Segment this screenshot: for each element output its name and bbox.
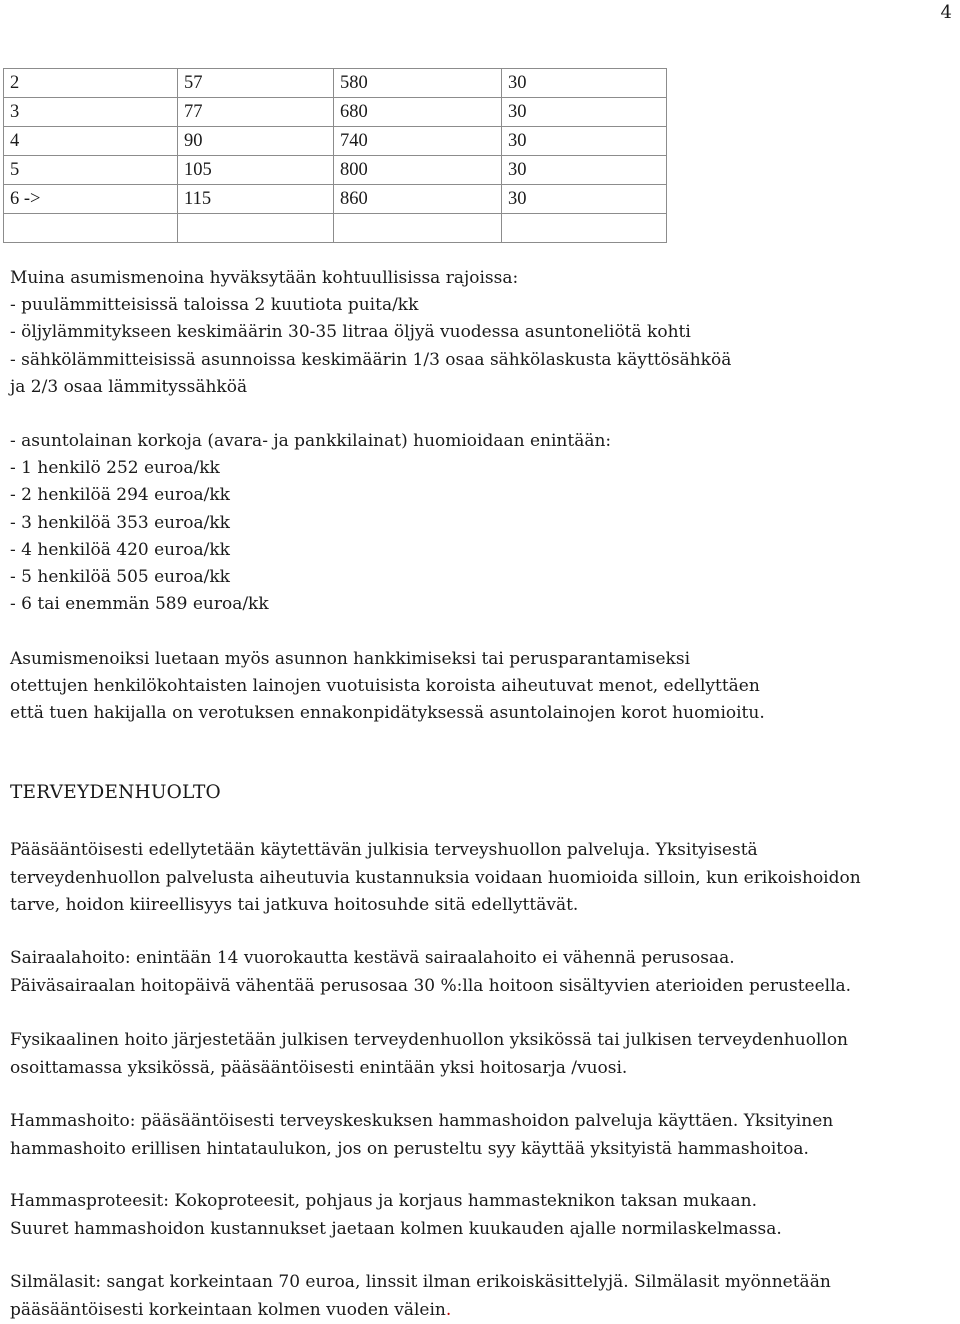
- table-cell: 3: [4, 98, 178, 127]
- list-item: - 5 henkilöä 505 euroa/kk: [10, 564, 611, 591]
- dental-care-paragraph: [10, 1108, 833, 1163]
- other-costs-section: [10, 265, 731, 401]
- glasses-paragraph: [10, 1269, 831, 1324]
- hospital-care-paragraph: [10, 945, 851, 1000]
- text-line: tarve, hoidon kiireellisyys tai jatkuva hoitosuhde sitä edellyttävät.: [10, 892, 861, 920]
- table-row: [4, 98, 667, 127]
- table-cell: 30: [502, 156, 667, 185]
- text-line: Sairaalahoito: enintään 14 vuorokautta kestävä sairaalahoito ei vähennä perusosaa.: [10, 945, 851, 973]
- text-line: otettujen henkilökohtaisten lainojen vuotuisista koroista aiheutuvat menot, edellyttäen: [10, 673, 765, 700]
- text-line: [10, 1297, 831, 1324]
- section-heading: TERVEYDENHUOLTO: [10, 782, 221, 803]
- text-line: osoittamassa yksikössä, pääsääntöisesti enintään yksi hoitosarja /vuosi.: [10, 1055, 848, 1083]
- text-line: Silmälasit: sangat korkeintaan 70 euroa, linssit ilman erikoiskäsittelyjä. Silmälasit myönnetään: [10, 1269, 831, 1297]
- list-item: - 3 henkilöä 353 euroa/kk: [10, 510, 611, 537]
- text-span: pääsääntöisesti korkeintaan kolmen vuoden välein: [10, 1300, 446, 1320]
- table-cell: 105: [178, 156, 334, 185]
- text-line: Fysikaalinen hoito järjestetään julkisen terveydenhuollon yksikössä tai julkisen terveydenhuollon: [10, 1027, 848, 1055]
- text-line: ja 2/3 osaa lämmityssähköä: [10, 374, 731, 401]
- table-row: [4, 185, 667, 214]
- final-period: .: [446, 1300, 451, 1320]
- text-line: Suuret hammashoidon kustannukset jaetaan kolmen kuukauden ajalle normilaskelmassa.: [10, 1216, 782, 1244]
- table-cell: 30: [502, 127, 667, 156]
- table-cell: 5: [4, 156, 178, 185]
- table-cell: 6 ->: [4, 185, 178, 214]
- table-cell: 2: [4, 69, 178, 98]
- table-cell: 680: [334, 98, 502, 127]
- text-line: - puulämmitteisissä taloissa 2 kuutiota puita/kk: [10, 292, 731, 319]
- table-row: [4, 69, 667, 98]
- table-row: [4, 214, 667, 243]
- physiotherapy-paragraph: [10, 1027, 848, 1082]
- table-cell: 4: [4, 127, 178, 156]
- housing-costs-paragraph: [10, 646, 765, 728]
- text-line: Pääsääntöisesti edellytetään käytettävän julkisia terveyshuollon palveluja. Yksityisestä: [10, 837, 861, 865]
- table-cell: 30: [502, 185, 667, 214]
- table-cell: 860: [334, 185, 502, 214]
- table-cell: 800: [334, 156, 502, 185]
- text-line: - asuntolainan korkoja (avara- ja pankkilainat) huomioidaan enintään:: [10, 428, 611, 455]
- list-item: - 6 tai enemmän 589 euroa/kk: [10, 591, 611, 618]
- text-line: Hammasproteesit: Kokoproteesit, pohjaus ja korjaus hammasteknikon taksan mukaan.: [10, 1188, 782, 1216]
- text-line: - öljylämmitykseen keskimäärin 30-35 litraa öljyä vuodessa asuntoneliötä kohti: [10, 319, 731, 346]
- text-line: Hammashoito: pääsääntöisesti terveyskeskuksen hammashoidon palveluja käyttäen. Yksityinen: [10, 1108, 833, 1136]
- table-cell: [4, 214, 178, 243]
- table-cell: [502, 214, 667, 243]
- text-line: Asumismenoiksi luetaan myös asunnon hankkimiseksi tai perusparantamiseksi: [10, 646, 765, 673]
- table-cell: [334, 214, 502, 243]
- text-line: hammashoito erillisen hintataulukon, jos on perusteltu syy käyttää yksityistä hammashoitoa.: [10, 1136, 833, 1164]
- table-cell: 30: [502, 98, 667, 127]
- table-row: [4, 156, 667, 185]
- table-row: [4, 127, 667, 156]
- text-line: että tuen hakijalla on verotuksen ennakonpidätyksessä asuntolainojen korot huomioitu.: [10, 700, 765, 727]
- page-number: 4: [941, 2, 952, 23]
- loan-interest-section: [10, 428, 611, 618]
- table-cell: 580: [334, 69, 502, 98]
- table-cell: 90: [178, 127, 334, 156]
- text-line: - sähkölämmitteisissä asunnoissa keskimäärin 1/3 osaa sähkölaskusta käyttösähköä: [10, 347, 731, 374]
- list-item: - 2 henkilöä 294 euroa/kk: [10, 482, 611, 509]
- public-care-paragraph: [10, 837, 861, 920]
- text-line: Muina asumismenoina hyväksytään kohtuullisissa rajoissa:: [10, 265, 731, 292]
- table-cell: 740: [334, 127, 502, 156]
- table-cell: 30: [502, 69, 667, 98]
- rate-table: [3, 68, 667, 243]
- table-cell: 77: [178, 98, 334, 127]
- table-cell: 115: [178, 185, 334, 214]
- table-cell: 57: [178, 69, 334, 98]
- list-item: - 1 henkilö 252 euroa/kk: [10, 455, 611, 482]
- table-cell: [178, 214, 334, 243]
- list-item: - 4 henkilöä 420 euroa/kk: [10, 537, 611, 564]
- text-line: Päiväsairaalan hoitopäivä vähentää perusosaa 30 %:lla hoitoon sisältyvien aterioiden perusteella.: [10, 973, 851, 1001]
- text-line: terveydenhuollon palvelusta aiheutuvia kustannuksia voidaan huomioida silloin, kun erikoishoidon: [10, 865, 861, 893]
- dentures-paragraph: [10, 1188, 782, 1243]
